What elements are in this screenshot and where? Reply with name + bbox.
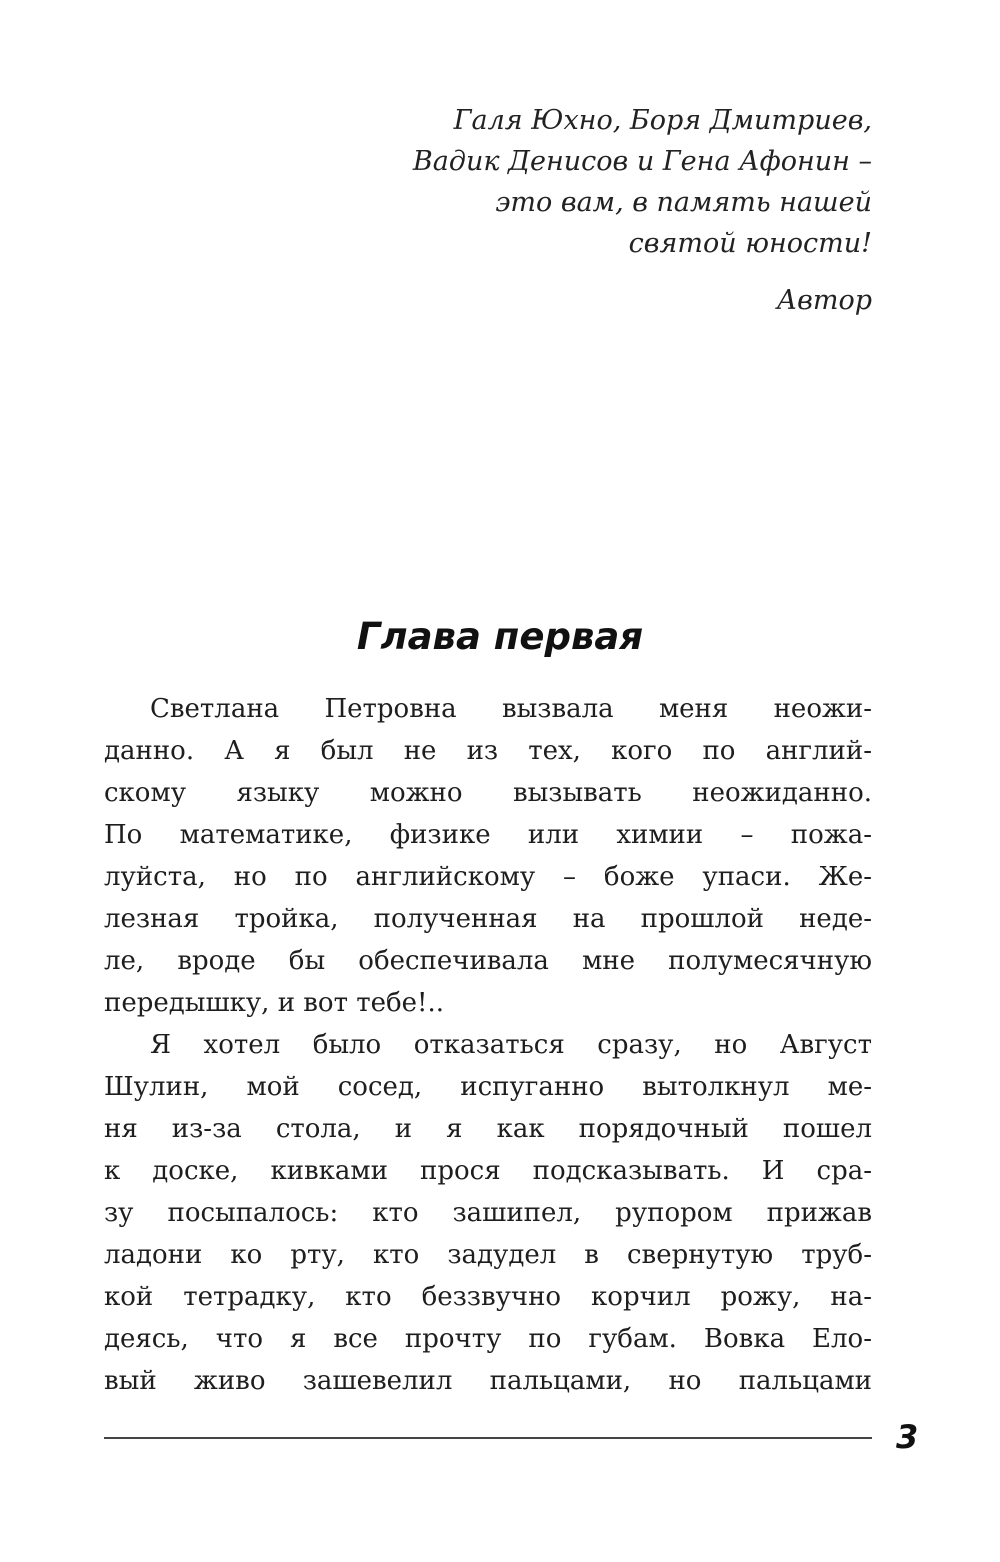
text-line: Светлана Петровна вызвала меня неожи-: [150, 694, 872, 724]
footer-divider: [104, 1437, 872, 1439]
epigraph-line: Галя Юхно, Боря Дмитриев,: [453, 105, 872, 136]
text-line: к доске, кивками прося подсказывать. И сра-: [104, 1156, 872, 1186]
text-line: ладони ко рту, кто задудел в свернутую труб-: [104, 1240, 872, 1270]
text-line: деясь, что я все прочту по губам. Вовка Ело-: [104, 1324, 872, 1354]
paragraph: [104, 688, 872, 1024]
epigraph-line: Вадик Денисов и Гена Афонин –: [412, 146, 872, 177]
epigraph-line: это вам, в память нашей: [495, 187, 872, 218]
paragraph: [104, 1024, 872, 1402]
text-line: зу посыпалось: кто зашипел, рупором прижав: [104, 1198, 872, 1228]
epigraph: [300, 100, 872, 321]
text-line: Я хотел было отказаться сразу, но Август: [150, 1030, 872, 1060]
chapter-body: [104, 688, 872, 1402]
text-line: скому языку можно вызывать неожиданно.: [104, 778, 872, 808]
text-line: данно. А я был не из тех, кого по англий-: [104, 736, 872, 766]
text-line: лезная тройка, полученная на прошлой неде-: [104, 904, 872, 934]
text-line: луйста, но по английскому – боже упаси. Же-: [104, 862, 872, 892]
text-line: Шулин, мой сосед, испуганно вытолкнул ме-: [104, 1072, 872, 1102]
chapter-title: Глава первая: [356, 615, 644, 658]
epigraph-line: святой юности!: [628, 228, 872, 259]
text-line: ня из-за стола, и я как порядочный пошел: [104, 1114, 872, 1144]
page-number: 3: [896, 1418, 919, 1456]
text-line: передышку, и вот тебе!..: [104, 988, 445, 1018]
text-line: ле, вроде бы обеспечивала мне полумесячную: [104, 946, 872, 976]
text-line: кой тетрадку, кто беззвучно корчил рожу, на-: [104, 1282, 872, 1312]
text-line: вый живо зашевелил пальцами, но пальцами: [104, 1366, 872, 1396]
text-line: По математике, физике или химии – пожа-: [104, 820, 872, 850]
epigraph-author: Автор: [776, 285, 872, 316]
